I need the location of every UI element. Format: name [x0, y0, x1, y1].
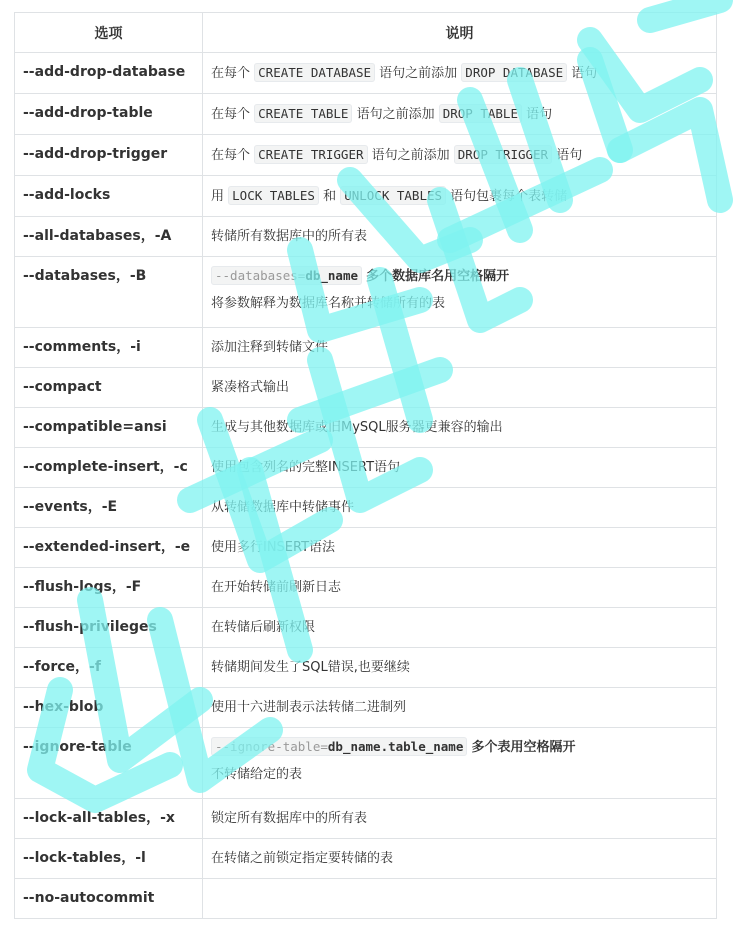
table-row [15, 257, 717, 328]
description-text: 不转储给定的表 [211, 767, 303, 782]
option-cell: --add-drop-database [15, 53, 203, 94]
header-description: 说明 [203, 13, 717, 53]
syntax-code [211, 737, 467, 756]
syntax-code [211, 266, 362, 285]
inline-code: DROP DATABASE [461, 63, 567, 82]
table-row [15, 53, 717, 94]
description-cell [203, 839, 717, 879]
description-text: 在每个 [211, 148, 255, 163]
description-text: 和 [318, 189, 341, 204]
description-text: 转储所有数据库中的所有表 [211, 229, 368, 244]
description-text: 语句之前添加 [352, 107, 439, 122]
description-text: 语句 [567, 66, 598, 81]
description-text: 语句 [521, 107, 553, 122]
table-row [15, 799, 717, 839]
inline-code: CREATE DATABASE [254, 63, 375, 82]
description-text: 语句包裹每个表转储 [446, 189, 568, 204]
description-text: 在每个 [211, 107, 255, 122]
description-text: 在转储之前锁定指定要转储的表 [211, 851, 394, 866]
description-cell [203, 94, 717, 135]
option-cell: --events，-E [15, 488, 203, 528]
option-cell: --hex-blob [15, 688, 203, 728]
table-row [15, 728, 717, 799]
mysqldump-options-table [14, 12, 717, 919]
option-cell: --ignore-table [15, 728, 203, 799]
description-text: 生成与其他数据库或旧MySQL服务器更兼容的输出 [211, 420, 503, 435]
inline-code: CREATE TRIGGER [254, 145, 367, 164]
description-cell [203, 176, 717, 217]
syntax-argument: db_name [305, 268, 358, 283]
description-text: 添加注释到转储文件 [211, 340, 329, 355]
option-cell: --flush-privileges [15, 608, 203, 648]
option-cell: --complete-insert，-c [15, 448, 203, 488]
inline-code: DROP TRIGGER [454, 145, 552, 164]
option-cell: --extended-insert，-e [15, 528, 203, 568]
table-row [15, 839, 717, 879]
description-text: 语句 [552, 148, 583, 163]
option-cell: --lock-all-tables，-x [15, 799, 203, 839]
table-row [15, 608, 717, 648]
inline-code: LOCK TABLES [228, 186, 319, 205]
syntax-line [211, 728, 708, 766]
option-cell: --force，-f [15, 648, 203, 688]
table-row [15, 879, 717, 919]
description-cell [203, 328, 717, 368]
table-row [15, 648, 717, 688]
table-row [15, 488, 717, 528]
option-cell: --add-locks [15, 176, 203, 217]
option-cell: --flush-logs，-F [15, 568, 203, 608]
description-cell [203, 408, 717, 448]
table-header-row [15, 13, 717, 53]
description-text: 在每个 [211, 66, 255, 81]
option-cell: --comments，-i [15, 328, 203, 368]
table-row [15, 408, 717, 448]
description-text: 紧凑格式输出 [211, 380, 290, 395]
description-cell [203, 648, 717, 688]
option-cell: --add-drop-table [15, 94, 203, 135]
description-cell [203, 257, 717, 328]
description-text: 语句之前添加 [367, 148, 454, 163]
description-cell [203, 528, 717, 568]
description-text: 转储期间发生了SQL错误,也要继续 [211, 660, 410, 675]
description-text: 语句之前添加 [375, 66, 462, 81]
option-cell: --lock-tables，-l [15, 839, 203, 879]
description-text: 使用多行INSERT语法 [211, 540, 336, 555]
option-cell: --compact [15, 368, 203, 408]
table-row [15, 176, 717, 217]
inline-code: DROP TABLE [439, 104, 522, 123]
description-text: 从转储数据库中转储事件 [211, 500, 355, 515]
syntax-prefix: --databases= [215, 268, 306, 283]
description-text: 使用包含列名的完整INSERT语句 [211, 460, 401, 475]
description-text: 使用十六进制表示法转储二进制列 [211, 700, 407, 715]
description-text: 在转储后刷新权限 [211, 620, 316, 635]
description-cell [203, 217, 717, 257]
table-row [15, 94, 717, 135]
table-row [15, 528, 717, 568]
option-cell: --add-drop-trigger [15, 135, 203, 176]
description-cell [203, 608, 717, 648]
table-body [15, 53, 717, 919]
description-text: 用 [211, 189, 229, 204]
description-cell [203, 879, 717, 919]
description-cell [203, 688, 717, 728]
description-cell [203, 728, 717, 799]
description-text: 在开始转储前刷新日志 [211, 580, 342, 595]
description-cell [203, 568, 717, 608]
syntax-note: 多个数据库名用空格隔开 [366, 269, 510, 284]
syntax-prefix: --ignore-table= [215, 739, 328, 754]
options-table-container [14, 12, 716, 919]
table-row [15, 368, 717, 408]
description-cell [203, 448, 717, 488]
inline-code: UNLOCK TABLES [340, 186, 446, 205]
header-option: 选项 [15, 13, 203, 53]
table-row [15, 688, 717, 728]
option-cell: --no-autocommit [15, 879, 203, 919]
syntax-line [211, 257, 708, 295]
table-row [15, 448, 717, 488]
table-row [15, 217, 717, 257]
description-cell [203, 53, 717, 94]
table-row [15, 135, 717, 176]
description-text: 锁定所有数据库中的所有表 [211, 811, 368, 826]
description-text: 将参数解释为数据库名称并转储所有的表 [211, 296, 446, 311]
description-cell [203, 799, 717, 839]
description-cell [203, 135, 717, 176]
description-cell [203, 488, 717, 528]
option-cell: --databases，-B [15, 257, 203, 328]
option-cell: --all-databases，-A [15, 217, 203, 257]
table-row [15, 568, 717, 608]
syntax-note: 多个表用空格隔开 [471, 740, 576, 755]
option-cell: --compatible=ansi [15, 408, 203, 448]
inline-code: CREATE TABLE [254, 104, 352, 123]
description-cell [203, 368, 717, 408]
syntax-argument: db_name.table_name [327, 739, 464, 754]
table-row [15, 328, 717, 368]
